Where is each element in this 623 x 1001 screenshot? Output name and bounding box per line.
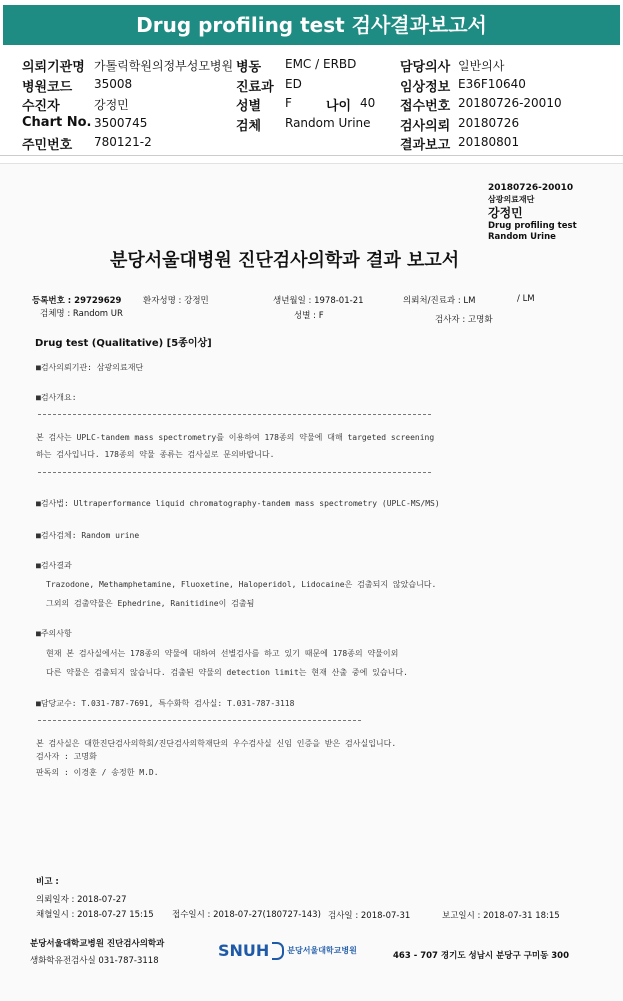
header-value: E36F10640 — [458, 77, 526, 91]
ward: 의뢰처/진료과 : LM — [403, 296, 476, 306]
result-line: Trazodone, Methamphetamine, Fluoxetine, Haloperidol, Lidocaine은 검출되지 않았습니다. — [46, 580, 437, 589]
section-result: ■검사결과 — [36, 561, 72, 570]
header-label: 접수번호 — [400, 99, 451, 114]
header-value: 강정민 — [94, 98, 129, 112]
snuh-logo-text: SNUH — [218, 941, 270, 960]
header-value: EMC / ERBD — [285, 57, 357, 71]
header-label: 임상정보 — [400, 80, 451, 95]
overview-line: 하는 검사입니다. 178종의 약물 종류는 검사실로 문의바랍니다. — [36, 450, 275, 459]
snuh-logo-korean: 분당서울대학교병원 — [287, 946, 357, 955]
overview-line: 본 검사는 UPLC-tandem mass spectrometry를 이용하여 178종의 약물에 대해 targeted screening — [36, 433, 435, 442]
section-institution: ■검사의뢰기관: 삼광의료재단 — [36, 363, 144, 372]
header-label: 병원코드 — [22, 80, 73, 95]
scanned-report — [0, 163, 623, 1001]
section-method: ■검사법: Ultraperformance liquid chromatography-tandem mass spectrometry (UPLC-MS/MS) — [36, 499, 440, 508]
age-value: 40 — [360, 96, 376, 110]
ward-dept: / LM — [517, 294, 535, 304]
address: 463 - 707 경기도 성남시 분당구 구미동 300 — [393, 951, 570, 961]
report-banner: Drug profiling test 검사결과보고서 — [3, 5, 620, 45]
header-label: Chart No. — [22, 115, 92, 130]
header-label: 주민번호 — [22, 138, 73, 153]
lab-phone: 생화학유전검사실 031-787-3118 — [30, 956, 159, 966]
dashed-divider — [38, 472, 431, 473]
label-accession: 20180726-20010 — [488, 183, 574, 193]
header-value: 20180726-20010 — [458, 96, 562, 110]
header-label: 의뢰기관명 — [22, 60, 85, 75]
specimen-name: 검체명 : Random UR — [40, 309, 123, 319]
header-value: Random Urine — [285, 116, 371, 130]
header-value: F — [285, 96, 292, 110]
test-date: 검사일 : 2018-07-31 — [328, 911, 411, 921]
notes-line: 현재 본 검사실에서는 178종의 약물에 대하여 선별검사를 하고 있기 때문에 178종의 약물이외 — [46, 649, 399, 658]
header-value: 20180801 — [458, 135, 520, 149]
header-label: 검체 — [236, 119, 262, 134]
notes-line: 다른 약물은 검출되지 않습니다. 검출된 약물의 detection limit는 현재 산출 중에 있습니다. — [46, 668, 408, 677]
sex: 성별 : F — [294, 311, 324, 321]
tester-line: 검사자 : 고명화 — [36, 752, 97, 761]
request-header — [0, 50, 623, 153]
report-time: 보고일시 : 2018-07-31 18:15 — [442, 911, 560, 921]
snuh-logo — [218, 941, 357, 960]
dashed-divider — [38, 720, 361, 721]
dashed-divider — [38, 414, 431, 415]
section-contact: ■담당교수: T.031-787-7691, 특수화학 검사실: T.031-787-3118 — [36, 699, 295, 708]
header-value: 35008 — [94, 77, 133, 91]
header-value: ED — [285, 77, 302, 91]
header-label: 진료과 — [236, 80, 274, 95]
section-specimen: ■검사검체: Random urine — [36, 531, 140, 540]
header-label: 병동 — [236, 60, 262, 75]
header-label: 담당의사 — [400, 60, 451, 75]
snuh-emblem-icon — [272, 942, 284, 960]
report-title: 분당서울대병원 진단검사의학과 결과 보고서 — [110, 250, 460, 271]
header-value: 가톨릭학원의정부성모병원 — [94, 59, 234, 73]
reader-line: 판독의 : 이경훈 / 송정한 M.D. — [36, 768, 159, 777]
test-name: Drug test (Qualitative) [5종이상] — [35, 338, 212, 349]
collect-time: 채혈일시 : 2018-07-27 15:15 — [36, 910, 154, 920]
header-label: 검사의뢰 — [400, 119, 451, 134]
label-specimen: Random Urine — [488, 232, 556, 242]
header-label: 성별 — [236, 99, 262, 114]
label-test: Drug profiling test — [488, 221, 577, 231]
header-value: 3500745 — [94, 116, 148, 130]
remark: 비고 : — [36, 877, 59, 887]
header-label: 결과보고 — [400, 138, 451, 153]
reg-no: 등록번호 : 29729629 — [32, 296, 122, 306]
label-patient: 강정민 — [488, 206, 523, 220]
header-value: 20180726 — [458, 116, 520, 130]
header-divider — [0, 155, 623, 156]
patient-name: 환자성명 : 강정민 — [143, 296, 209, 306]
receipt-time: 접수일시 : 2018-07-27(180727-143) — [172, 910, 321, 920]
header-value: 일반의사 — [458, 59, 505, 73]
request-date: 의뢰일자 : 2018-07-27 — [36, 895, 127, 905]
tester: 검사자 : 고명화 — [435, 315, 493, 325]
certification: 본 검사실은 대한진단검사의학회/진단검사의학재단의 우수검사실 신임 인증을 받은 검사실입니다. — [36, 739, 397, 748]
age-label: 나이 — [326, 99, 352, 114]
label-lab: 삼광의료재단 — [488, 195, 535, 204]
result-line: 그외의 검출약물은 Ephedrine, Ranitidine이 검출됨 — [46, 599, 255, 608]
section-overview: ■검사개요: — [36, 393, 77, 402]
department: 분당서울대학교병원 진단검사의학과 — [30, 939, 165, 949]
header-value: 780121-2 — [94, 135, 152, 149]
dob: 생년월일 : 1978-01-21 — [273, 296, 364, 306]
header-label: 수진자 — [22, 99, 60, 114]
section-notes: ■주의사항 — [36, 629, 72, 638]
